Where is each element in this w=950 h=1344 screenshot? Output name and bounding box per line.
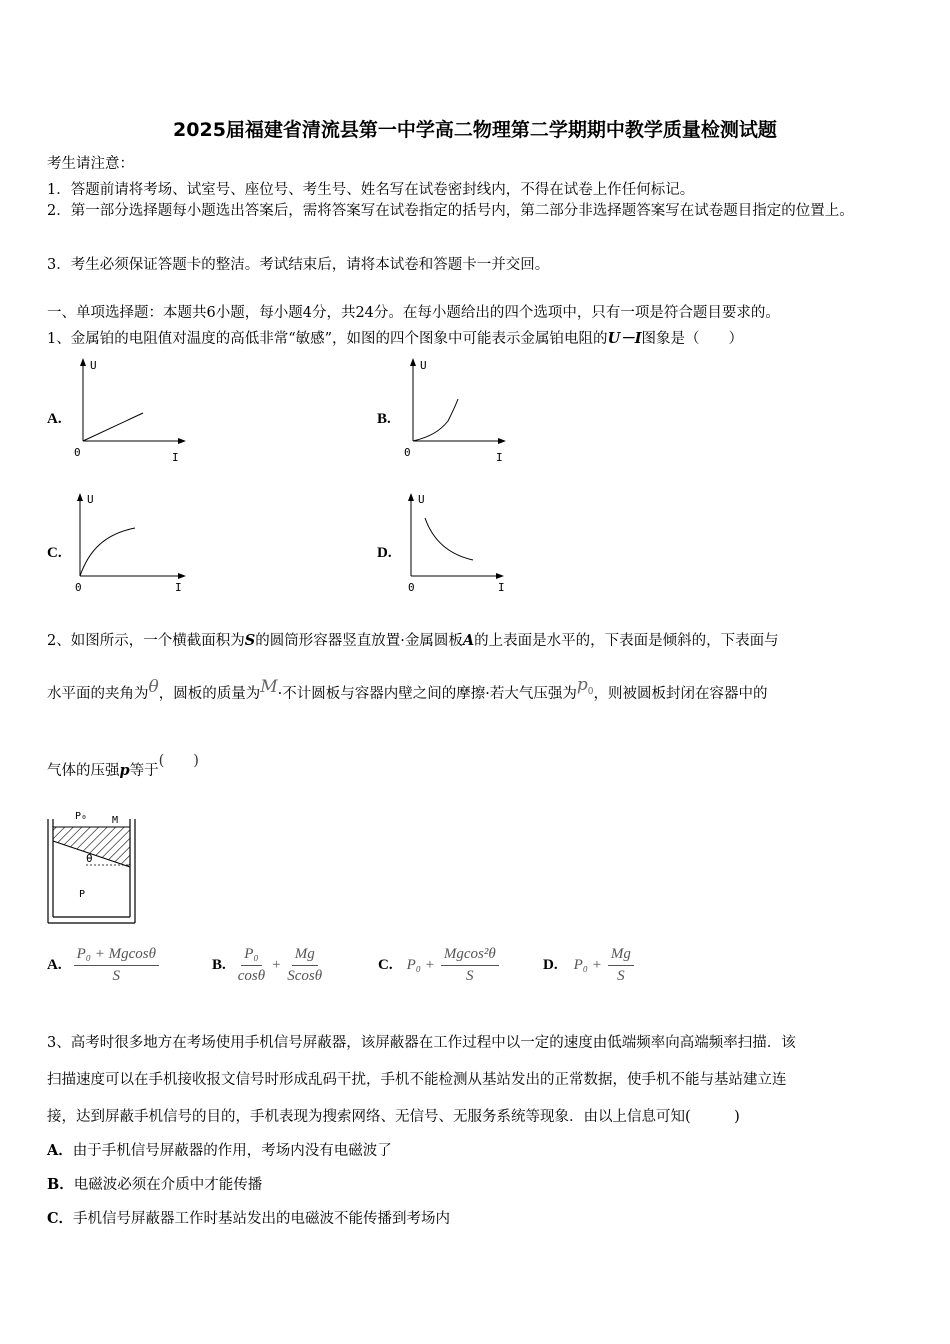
q2-option-b[interactable] (212, 946, 322, 985)
q1-stem-end: 图象是（ ） (641, 331, 743, 347)
curve-linear (83, 413, 143, 441)
axis-label-i: I (175, 581, 182, 594)
q2-var-a: A (462, 632, 475, 649)
notice-item-2: 2．第一部分选择题每小题选出答案后，需将答案写在试卷指定的括号内，第二部分非选择题答案写在试卷题目指定的位置上。 (47, 203, 854, 219)
y-axis-arrow (80, 358, 86, 366)
numerator: Mgcos²θ (441, 946, 499, 966)
question-3-line-1: 3、高考时很多地方在考场使用手机信号屏蔽器，该屏蔽器在工作过程中以一定的速度由低端频率向高端频率扫描．该 (47, 1035, 796, 1051)
q2-option-c[interactable] (378, 946, 499, 985)
label-theta: θ (86, 852, 93, 865)
option-text: 电磁波必须在介质中才能传播 (73, 1177, 263, 1193)
y-axis-arrow (77, 493, 83, 501)
question-3-line-2: 扫描速度可以在手机接收报文信号时形成乱码干扰，手机不能检测从基站发出的正常数据，使手机不能与基站建立连 (47, 1072, 787, 1088)
notice-item-3: 3．考生必须保证答题卡的整洁。考试结束后，请将本试卷和答题卡一并交回。 (47, 257, 550, 273)
q2-var-p0-sub: 0 (587, 686, 594, 697)
q2-var-s: S (244, 632, 256, 649)
denominator: S (466, 968, 474, 984)
q2-text: ，则被圆板封闭在容器中的 (593, 686, 768, 702)
q3-option-a[interactable] (47, 1139, 392, 1160)
q2-container-figure (44, 805, 144, 930)
origin-label: 0 (75, 581, 82, 594)
q1-stem-var: U－I (607, 330, 642, 347)
q2-option-d[interactable] (543, 946, 634, 985)
q2-option-b-fraction-1 (238, 946, 265, 985)
notice-item-1: 1．答题前请将考场、试室号、座位号、考生号、姓名写在试卷密封线内，不得在试卷上作任何标记。 (47, 182, 695, 198)
q2-option-a-fraction (74, 946, 159, 985)
option-text: 由于手机信号屏蔽器的作用，考场内没有电磁波了 (72, 1143, 392, 1159)
label-p0: P₀ (75, 811, 88, 822)
q2-text: 的圆筒形容器竖直放置·金属圆板 (255, 633, 463, 649)
option-label: D. (543, 957, 558, 973)
q1-graph-c (67, 490, 192, 600)
q3-option-b[interactable] (47, 1173, 262, 1194)
q2-option-b-fraction-2 (287, 946, 322, 985)
numerator: Mg (608, 946, 634, 966)
label-m: M (112, 815, 119, 826)
option-label: C. (378, 957, 393, 973)
curve-concave-down (80, 528, 135, 576)
denominator: S (112, 968, 121, 984)
question-3-line-3: 接，达到屏蔽手机信号的目的，手机表现为搜索网络、无信号、无服务系统等现象．由以上信息可知( ) (47, 1109, 740, 1125)
q2-option-c-fraction (441, 946, 499, 985)
q2-var-p: p (119, 762, 130, 779)
page-title: 2025届福建省清流县第一中学高二物理第二学期期中教学质量检测试题 (173, 119, 777, 141)
q2-text: 的上表面是水平的，下表面是倾斜的，下表面与 (474, 633, 779, 649)
q1-stem-text: 1、金属铂的电阻值对温度的高低非常“敏感”，如图的四个图象中可能表示金属铂电阻的 (47, 331, 608, 347)
option-label: A. (47, 957, 62, 973)
q1-graph-d (398, 490, 523, 600)
q2-text: ，圆板的质量为 (158, 686, 261, 702)
q2-answer-paren: ( ) (158, 753, 199, 769)
origin-label: 0 (408, 581, 415, 594)
x-axis-arrow (178, 438, 186, 444)
q1-option-d-label[interactable]: D. (377, 545, 392, 561)
numerator: P₀ (241, 946, 261, 966)
denominator: S (617, 968, 625, 984)
section-heading: 一、单项选择题：本题共6小题，每小题4分，共24分。在每小题给出的四个选项中，只有一项是符合题目要求的。 (47, 305, 780, 321)
q2-text: 气体的压强 (47, 763, 120, 779)
axis-label-i: I (172, 451, 179, 464)
label-p: P (79, 889, 86, 900)
question-2-line-1 (47, 629, 779, 650)
q1-option-c-label[interactable]: C. (47, 545, 62, 561)
axis-label-u: U (420, 359, 427, 372)
term: P₀ + (406, 957, 435, 973)
axis-label-u: U (87, 493, 94, 506)
q2-text: 水平面的夹角为 (47, 686, 149, 702)
x-axis-arrow (178, 573, 186, 579)
numerator: P₀ + Mgcosθ (74, 946, 159, 966)
q2-var-theta: θ (148, 677, 159, 697)
axis-label-i: I (496, 451, 503, 464)
curve-convex-up (413, 399, 458, 441)
denominator: Scosθ (287, 968, 323, 984)
q2-option-a[interactable] (47, 946, 159, 985)
q2-var-m: M (260, 677, 278, 697)
q2-option-d-fraction (608, 946, 634, 985)
y-axis-arrow (410, 358, 416, 366)
q2-text: 等于 (129, 763, 159, 779)
denominator: cosθ (237, 968, 266, 984)
y-axis-arrow (408, 493, 414, 501)
plus-sign: + (271, 957, 282, 973)
notice-header: 考生请注意： (47, 156, 134, 172)
option-label: B. (212, 957, 226, 973)
origin-label: 0 (404, 446, 411, 459)
x-axis-arrow (498, 438, 506, 444)
option-label: A． (47, 1142, 73, 1159)
q2-text: 2、如图所示，一个横截面积为 (47, 633, 245, 649)
q1-graph-b (400, 355, 520, 465)
axis-label-u: U (90, 359, 97, 372)
origin-label: 0 (74, 446, 81, 459)
option-label: C． (47, 1210, 74, 1227)
x-axis-arrow (496, 573, 504, 579)
axis-label-u: U (418, 493, 425, 506)
question-1-stem (47, 327, 743, 348)
q3-option-c[interactable] (47, 1207, 450, 1228)
q2-text: ·不计圆板与容器内壁之间的摩擦·若大气压强为 (277, 686, 577, 702)
q2-var-p0: p (576, 675, 588, 695)
q1-option-b-label[interactable]: B. (377, 411, 391, 427)
question-2-line-3 (47, 753, 199, 780)
q1-option-a-label[interactable]: A. (47, 411, 62, 427)
option-label: B． (47, 1176, 74, 1193)
curve-decreasing (425, 518, 473, 560)
q1-graph-a (70, 355, 190, 465)
axis-label-i: I (498, 581, 505, 594)
option-text: 手机信号屏蔽器工作时基站发出的电磁波不能传播到考场内 (73, 1211, 451, 1227)
numerator: Mg (292, 946, 318, 966)
question-2-line-2 (47, 675, 768, 705)
term: P₀ + (573, 957, 602, 973)
